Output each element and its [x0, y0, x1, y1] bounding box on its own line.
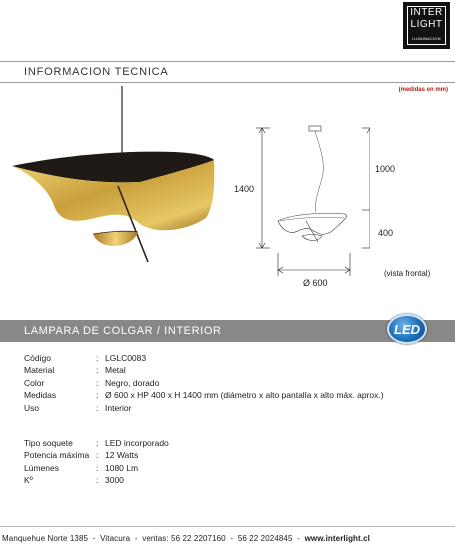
spec-value: 12 Watts [105, 450, 139, 461]
footer-sep: - [134, 534, 138, 543]
spec-separator: : [96, 462, 99, 473]
units-note: (medidas en mm) [398, 87, 448, 93]
spec-label: Tipo soquete [24, 438, 73, 448]
footer-website-link[interactable]: www.interlight.cl [304, 534, 371, 543]
section-title: INFORMACION TECNICA [24, 66, 169, 78]
spec-value: Interior [105, 402, 132, 413]
spec-separator: : [96, 402, 99, 413]
spec-label: Medidas [24, 390, 57, 401]
spec-label: Uso [24, 402, 40, 413]
footer-phone-2: 56 22 2024845 [237, 534, 293, 543]
led-badge-label: LED [394, 322, 420, 337]
spec-label: Potencia máxima [24, 450, 90, 461]
footer-sep: - [230, 534, 234, 543]
spec-value: 3000 [105, 475, 124, 486]
spec-value: Metal [105, 365, 126, 376]
spec-label: Material [24, 365, 55, 376]
spec-separator: : [96, 353, 99, 363]
title-divider [0, 82, 455, 83]
logo-line-3: ILUMINACION [412, 36, 441, 41]
footer-sep: - [297, 534, 300, 543]
footer-address: Manquehue Norte 1385 [2, 534, 89, 543]
diameter-label: Ø 600 [303, 278, 328, 288]
top-divider [0, 61, 455, 62]
category-title: LAMPARA DE COLGAR / INTERIOR [24, 325, 222, 337]
footer-divider [0, 526, 455, 527]
spec-label: Código [24, 353, 51, 363]
footer-sales-phone: ventas: 56 22 2207160 [142, 534, 226, 543]
spec-value: 1080 Lm [105, 462, 139, 473]
spec-separator: : [96, 390, 99, 401]
logo-line-1: INTER [410, 7, 443, 18]
dimension-diagram [250, 118, 370, 278]
footer-sep: - [92, 534, 96, 543]
spec-separator: : [96, 365, 99, 376]
lamp-product-image [0, 84, 230, 269]
spec-separator: : [96, 450, 99, 461]
spec-value: LED incorporado [105, 438, 169, 448]
spec-label: Color [24, 377, 45, 388]
logo-line-2: LIGHT [410, 19, 443, 30]
spec-separator: : [96, 438, 99, 448]
height-total-label: 1400 [234, 184, 255, 194]
spec-value: LGLC0083 [105, 353, 147, 363]
spec-label: Lúmenes [24, 462, 59, 473]
brand-logo [403, 2, 450, 49]
spec-value: Ø 600 x HP 400 x H 1400 mm (diámetro x alto pantalla x alto máx. aprox.) [105, 390, 384, 401]
spec-value: Negro, dorado [105, 377, 160, 388]
footer [0, 534, 455, 543]
spec-separator: : [96, 475, 99, 486]
height-cable-label: 1000 [375, 164, 396, 174]
height-lamp-label: 400 [378, 228, 394, 238]
spec-label: Kº [24, 475, 33, 486]
led-badge [387, 314, 427, 344]
view-label: (vista frontal) [384, 269, 431, 278]
spec-separator: : [96, 377, 99, 388]
footer-commune: Vitacura [100, 534, 131, 543]
